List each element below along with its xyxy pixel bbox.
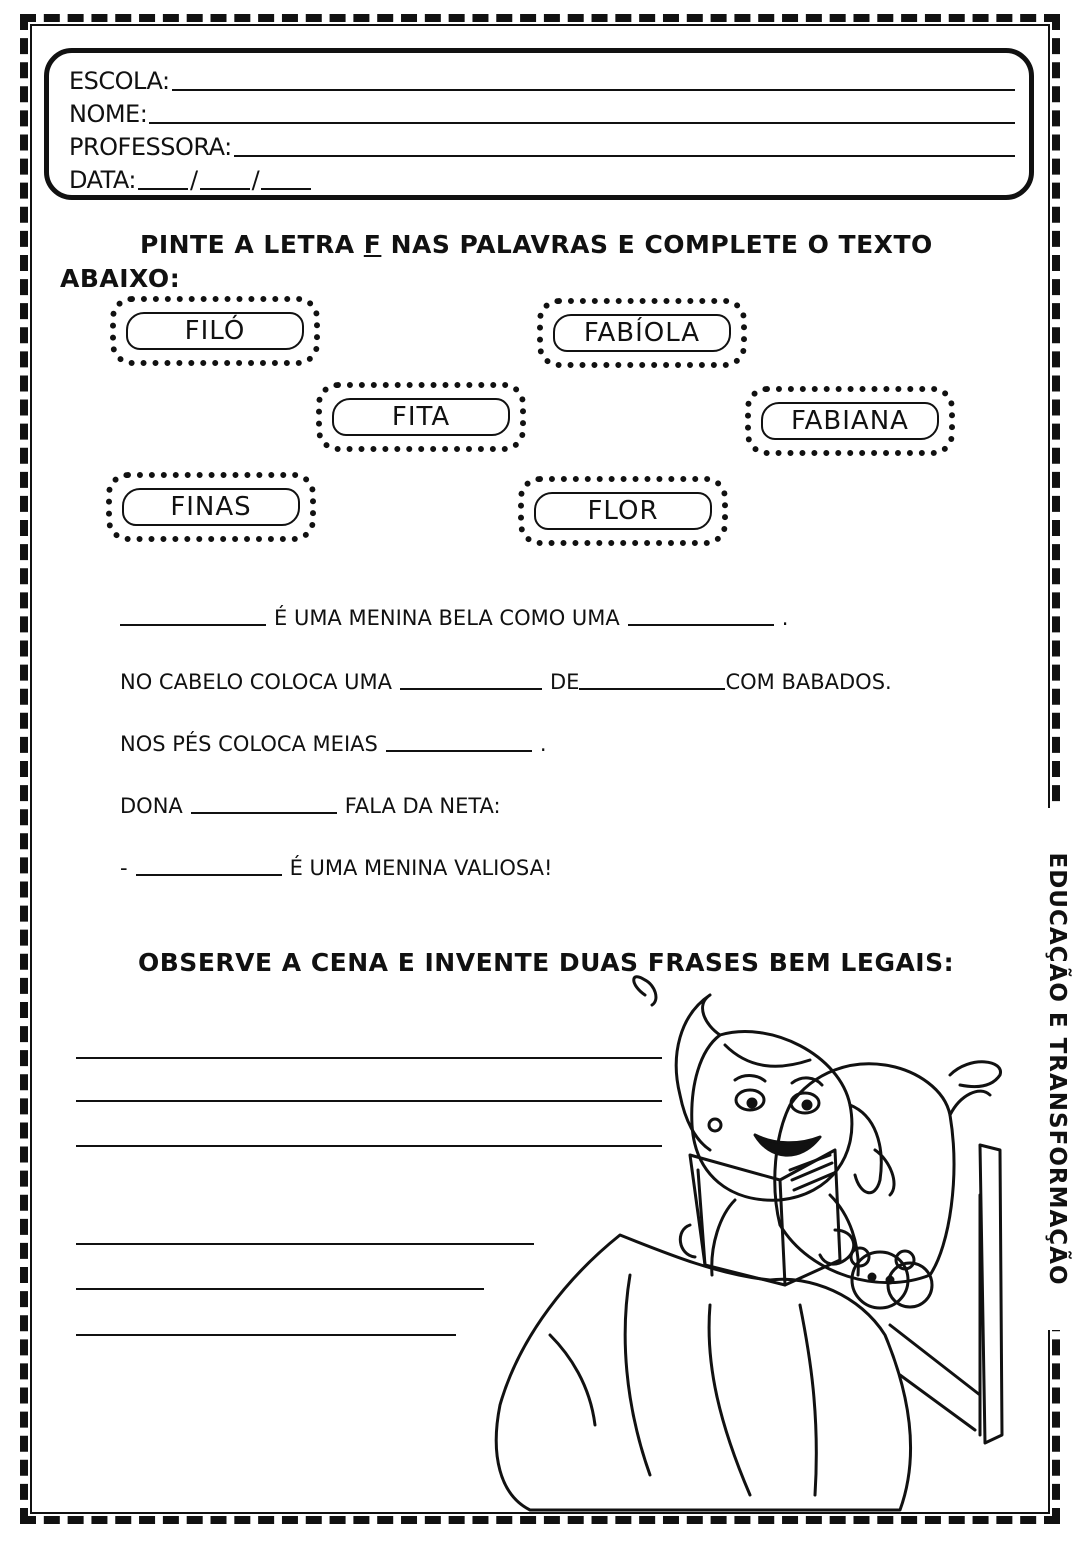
word-label: FILÓ [126,312,304,350]
girl-reading-in-bed-illustration [480,975,1020,1515]
professora-field[interactable] [234,155,1015,157]
professora-label: PROFESSORA: [69,133,232,161]
nome-label: NOME: [69,100,148,128]
word-label: FABIANA [761,402,939,440]
blank-field[interactable] [579,688,725,690]
sentence-5: - É UMA MENINA VALIOSA! [120,856,553,880]
blank-field[interactable] [386,750,532,752]
writing-line[interactable] [76,1288,484,1290]
word-label: FITA [332,398,510,436]
side-watermark: EDUCAÇÃO E TRANSFORMAÇÃO [1045,808,1069,1330]
word-label: FINAS [122,488,300,526]
observe-instruction: OBSERVE A CENA E INVENTE DUAS FRASES BEM LEGAIS: [138,948,955,977]
date-separator: / [251,166,260,194]
instruction-line-2: ABAIXO: [60,264,181,293]
word-label: FLOR [534,492,712,530]
sentence-1: É UMA MENINA BELA COMO UMA . [120,606,788,630]
date-year-field[interactable] [261,188,311,190]
escola-row [69,63,1015,95]
sentence-3: NOS PÉS COLOCA MEIAS . [120,732,547,756]
data-row [69,162,313,194]
word-box[interactable] [106,472,316,542]
date-day-field[interactable] [138,188,188,190]
word-box[interactable] [518,476,728,546]
student-info-box [44,48,1034,200]
blank-field[interactable] [136,874,282,876]
date-separator: / [190,166,198,194]
word-box[interactable] [110,296,320,366]
nome-field[interactable] [149,122,1015,124]
date-month-field[interactable] [200,188,250,190]
escola-label: ESCOLA: [69,67,170,95]
blank-field[interactable] [628,624,774,626]
writing-line[interactable] [76,1334,456,1336]
word-box[interactable] [537,298,747,368]
word-box[interactable] [745,386,955,456]
professora-row [69,129,1015,161]
word-label: FABÍOLA [553,314,731,352]
blank-field[interactable] [400,688,542,690]
sentence-4: DONA FALA DA NETA: [120,794,501,818]
instruction-text [60,228,990,296]
instruction-line-1: PINTE A LETRA F NAS PALAVRAS E COMPLETE O TEXTO [140,230,933,259]
word-box[interactable] [316,382,526,452]
data-label: DATA: [69,166,136,194]
writing-line[interactable] [76,1243,534,1245]
blank-field[interactable] [120,624,266,626]
sentence-2: NO CABELO COLOCA UMA DE COM BABADOS. [120,670,892,694]
highlight-letter: F [363,230,382,259]
nome-row [69,96,1015,128]
escola-field[interactable] [172,89,1015,91]
blank-field[interactable] [191,812,337,814]
